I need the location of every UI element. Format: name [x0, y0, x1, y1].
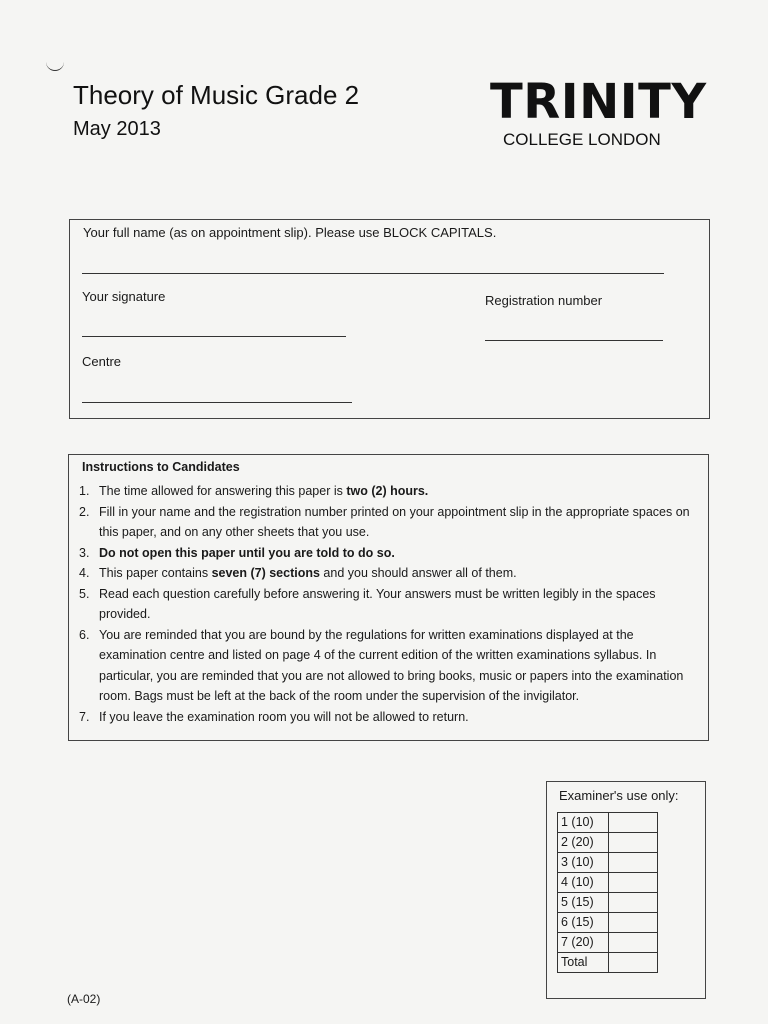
instruction-text: seven (7) sections [211, 566, 320, 580]
full-name-field[interactable] [82, 273, 664, 274]
instruction-number: 1. [79, 484, 90, 498]
instruction-item [79, 584, 704, 625]
section-label: 4 (10) [558, 873, 609, 893]
section-label: 6 (15) [558, 913, 609, 933]
instruction-text: The time allowed for answering this paper is [99, 484, 347, 498]
centre-field[interactable] [82, 402, 352, 403]
signature-field[interactable] [82, 336, 346, 337]
marks-table [557, 812, 658, 973]
table-row [558, 933, 658, 953]
instruction-text: If you leave the examination room you will not be allowed to return. [99, 709, 469, 724]
score-cell[interactable] [609, 853, 658, 873]
page-title: Theory of Music Grade 2 [73, 80, 360, 110]
instruction-item [79, 502, 704, 543]
instructions-box [68, 454, 709, 741]
section-label: 3 (10) [558, 853, 609, 873]
exam-date: May 2013 [73, 118, 161, 140]
score-cell[interactable] [609, 873, 658, 893]
instruction-text: and you should answer all of them. [319, 566, 517, 580]
instructions-title: Instructions to Candidates [82, 460, 240, 474]
instruction-text: Do not open this paper until you are told to do so. [99, 545, 395, 560]
score-cell[interactable] [609, 933, 658, 953]
score-cell[interactable] [609, 813, 658, 833]
instruction-item [79, 481, 704, 502]
full-name-label: Your full name (as on appointment slip). Please use BLOCK CAPITALS. [83, 225, 497, 240]
section-label: 2 (20) [558, 833, 609, 853]
table-row [558, 913, 658, 933]
candidate-details-box [69, 219, 710, 419]
trinity-logo: TRINITY [490, 74, 707, 130]
instruction-item [79, 563, 704, 584]
table-row [558, 813, 658, 833]
examiner-title: Examiner's use only: [559, 788, 679, 803]
corner-mark [46, 62, 64, 71]
examiner-box [546, 781, 706, 999]
instruction-number: 3. [79, 545, 90, 560]
paper-code: (A-02) [67, 992, 101, 1006]
table-row [558, 953, 658, 973]
section-label: Total [558, 953, 609, 973]
section-label: 5 (15) [558, 893, 609, 913]
instruction-number: 7. [79, 709, 90, 724]
instruction-text: Fill in your name and the registration number printed on your appointment slip in the appropriate spaces on this paper, and on any other sheets that you use. [99, 504, 690, 539]
instruction-text: Read each question carefully before answering it. Your answers must be written legibly in the spaces provided. [99, 586, 656, 621]
instruction-text: This paper contains [99, 566, 212, 580]
score-cell[interactable] [609, 953, 658, 973]
instruction-item [79, 543, 704, 564]
score-cell[interactable] [609, 833, 658, 853]
score-cell[interactable] [609, 913, 658, 933]
table-row [558, 893, 658, 913]
instruction-number: 6. [79, 627, 90, 642]
instructions-list [79, 481, 704, 727]
instruction-item [79, 707, 704, 728]
instruction-item [79, 625, 704, 707]
signature-label: Your signature [82, 289, 166, 304]
instruction-text: two (2) hours. [346, 484, 429, 498]
instruction-number: 2. [79, 504, 90, 519]
registration-number-label: Registration number [485, 293, 603, 308]
logo-subtitle: COLLEGE LONDON [503, 130, 661, 149]
centre-label: Centre [82, 354, 122, 369]
section-label: 7 (20) [558, 933, 609, 953]
instruction-number: 5. [79, 586, 90, 601]
table-row [558, 873, 658, 893]
table-row [558, 853, 658, 873]
registration-number-field[interactable] [485, 340, 663, 341]
instruction-number: 4. [79, 566, 90, 580]
score-cell[interactable] [609, 893, 658, 913]
section-label: 1 (10) [558, 813, 609, 833]
table-row [558, 833, 658, 853]
instruction-text: You are reminded that you are bound by the regulations for written examinations displayed at the examination centre and listed on page 4 of the current edition of the written examinations syllabus. In particular, you are reminded that you are not allowed to bring books, music or papers into the examination room. Bags must be left at the back of the room under the supervision of the invigilator. [99, 627, 684, 703]
